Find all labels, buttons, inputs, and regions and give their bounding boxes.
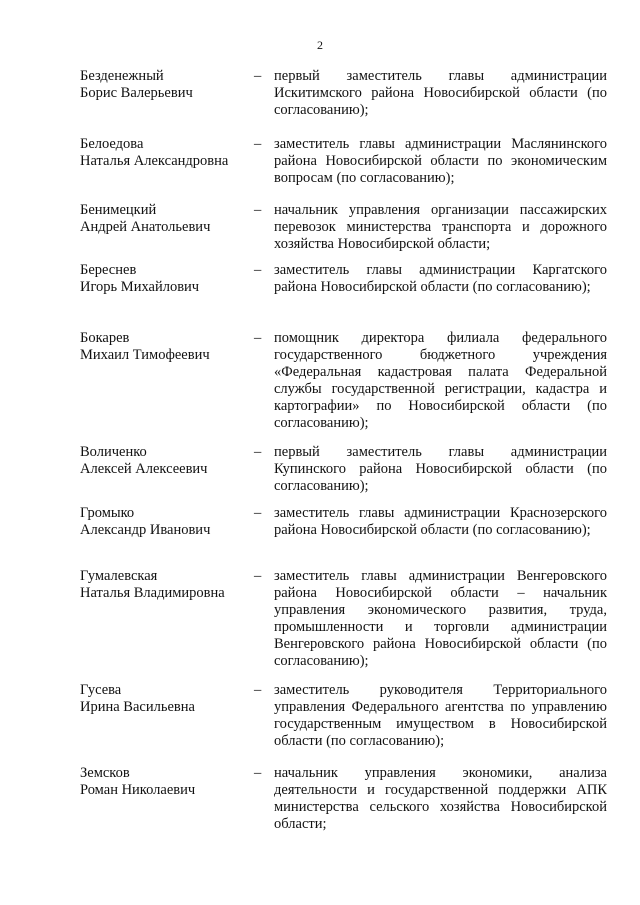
person-name [80, 765, 254, 845]
dash-separator: – [254, 68, 262, 84]
position-description [274, 505, 607, 568]
surname: Земсков [80, 765, 130, 781]
dash-separator: – [254, 202, 262, 218]
surname: Береснев [80, 262, 137, 278]
surname: Гумалевская [80, 568, 158, 584]
position-description [274, 682, 607, 765]
person-name [80, 505, 254, 568]
person-name [80, 568, 254, 682]
given-names: Андрей Анатольевич [80, 219, 211, 235]
surname: Воличенко [80, 444, 147, 460]
person-name [80, 202, 254, 262]
list-item [80, 505, 610, 568]
member-list [80, 68, 610, 845]
person-name [80, 444, 254, 505]
list-item [80, 568, 610, 682]
given-names: Наталья Александровна [80, 153, 229, 169]
person-name [80, 136, 254, 202]
position-text: начальник управления организации пассажирских перевозок министерства транспорта и дорожного хозяйства Новосибирской области; [274, 202, 607, 252]
position-text: заместитель главы администрации Маслянинского района Новосибирской области по экономическим вопросам (по согласованию); [274, 136, 607, 186]
dash-separator: – [254, 765, 262, 781]
dash-separator: – [254, 505, 262, 521]
position-description [274, 444, 607, 505]
dash-separator: – [254, 262, 262, 278]
person-name [80, 262, 254, 330]
list-item [80, 682, 610, 765]
position-text: первый заместитель главы администрации Искитимского района Новосибирской области (по согласованию); [274, 68, 607, 118]
position-description [274, 765, 607, 845]
position-text: заместитель главы администрации Каргатского района Новосибирской области (по согласованию); [274, 262, 607, 295]
dash-separator: – [254, 330, 262, 346]
position-description [274, 136, 607, 202]
person-name [80, 682, 254, 765]
list-item [80, 765, 610, 845]
list-item [80, 262, 610, 330]
list-item [80, 136, 610, 202]
given-names: Игорь Михайлович [80, 279, 200, 295]
list-item [80, 68, 610, 136]
position-description [274, 568, 607, 682]
position-text: начальник управления экономики, анализа деятельности и государственной поддержки АПК министерства сельского хозяйства Новосибирской области; [274, 765, 607, 832]
given-names: Наталья Владимировна [80, 585, 225, 601]
dash-separator: – [254, 136, 262, 152]
list-item [80, 330, 610, 444]
surname: Бенимецкий [80, 202, 157, 218]
person-name [80, 68, 254, 136]
position-text: заместитель главы администрации Краснозерского района Новосибирской области (по согласованию); [274, 505, 607, 538]
given-names: Ирина Васильевна [80, 699, 195, 715]
list-item [80, 202, 610, 262]
position-description [274, 330, 607, 444]
surname: Белоедова [80, 136, 144, 152]
given-names: Михаил Тимофеевич [80, 347, 210, 363]
dash-separator: – [254, 444, 262, 460]
given-names: Александр Иванович [80, 522, 211, 538]
position-text: заместитель главы администрации Венгеровского района Новосибирской области – начальник управления экономического развития, труда, промышленности и торговли администрации Венгеровского района Новосибирской области (по согласованию); [274, 568, 607, 669]
given-names: Роман Николаевич [80, 782, 196, 798]
surname: Громыко [80, 505, 135, 521]
surname: Бокарев [80, 330, 130, 346]
page-number: 2 [317, 38, 323, 52]
dash-separator: – [254, 568, 262, 584]
given-names: Борис Валерьевич [80, 85, 193, 101]
person-name [80, 330, 254, 444]
given-names: Алексей Алексеевич [80, 461, 208, 477]
position-text: помощник директора филиала федерального государственного бюджетного учреждения «Федеральная кадастровая палата Федеральной службы государственной регистрации, кадастра и картографии» по Новосибирской области (по согласованию); [274, 330, 607, 431]
position-text: первый заместитель главы администрации Купинского района Новосибирской области (по согласованию); [274, 444, 607, 494]
position-text: заместитель руководителя Территориального управления Федерального агентства по управлению государственным имуществом в Новосибирской области (по согласованию); [274, 682, 607, 749]
dash-separator: – [254, 682, 262, 698]
position-description [274, 68, 607, 136]
surname: Безденежный [80, 68, 164, 84]
position-description [274, 262, 607, 330]
list-item [80, 444, 610, 505]
position-description [274, 202, 607, 262]
surname: Гусева [80, 682, 122, 698]
